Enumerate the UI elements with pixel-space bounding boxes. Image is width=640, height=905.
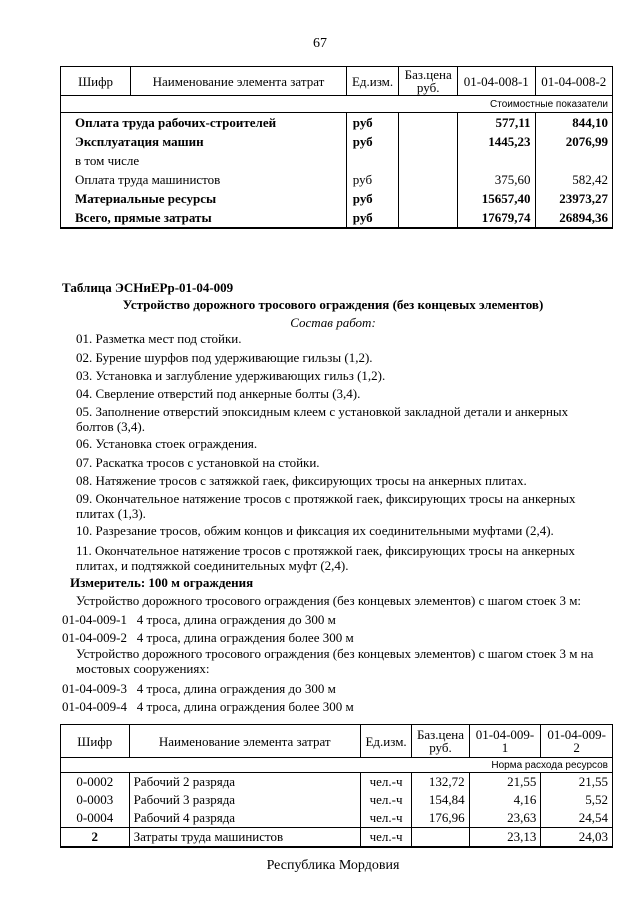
row-name: Затраты труда машинистов (129, 828, 360, 848)
row-value-1: 4,16 (469, 791, 541, 809)
header-price: Баз.цена руб. (412, 725, 469, 758)
code-line: 01-04-009-1 4 троса, длина ограждения до 300 м (62, 612, 336, 627)
table-row (61, 151, 613, 170)
row-value-2: 26894,36 (535, 208, 612, 228)
row-price (399, 132, 458, 151)
row-unit (346, 151, 399, 170)
header-code: Шифр (61, 67, 131, 96)
work-item: 07. Раскатка тросов с установкой на стойки. (76, 455, 320, 470)
header-unit: Ед.изм. (360, 725, 411, 758)
work-item: 03. Установка и заглубление удерживающих гильз (1,2). (76, 368, 386, 383)
row-value-1: 17679,74 (458, 208, 535, 228)
measure-unit: Измеритель: 100 м ограждения (70, 575, 254, 590)
header-name: Наименование элемента затрат (129, 725, 360, 758)
header-col2: 01-04-009-2 (541, 725, 613, 758)
header-col2: 01-04-008-2 (535, 67, 612, 96)
work-item: 05. Заполнение отверстий эпоксидным клеем с установкой закладной детали и анкерных болтов (3,4). (76, 404, 569, 434)
row-value-2 (535, 151, 612, 170)
row-value-2: 844,10 (535, 113, 612, 133)
row-code: 2 (61, 828, 130, 848)
row-name: в том числе (61, 151, 347, 170)
table-row (61, 113, 613, 133)
row-price: 176,96 (412, 809, 469, 828)
row-unit: руб (346, 208, 399, 228)
header-code: Шифр (61, 725, 130, 758)
cost-table (60, 66, 613, 229)
row-price (399, 189, 458, 208)
row-value-1: 23,13 (469, 828, 541, 848)
row-code: 0-0002 (61, 773, 130, 792)
row-value-2: 21,55 (541, 773, 613, 792)
row-unit: чел.-ч (360, 828, 411, 848)
table-subheader: Стоимостные показатели (61, 96, 613, 113)
row-price (412, 828, 469, 848)
page-footer: Республика Мордовия (266, 858, 400, 873)
header-unit: Ед.изм. (346, 67, 399, 96)
row-name: Материальные ресурсы (61, 189, 347, 208)
row-price (399, 170, 458, 189)
row-price (399, 208, 458, 228)
row-value-2: 24,54 (541, 809, 613, 828)
header-name: Наименование элемента затрат (131, 67, 347, 96)
row-unit: руб (346, 170, 399, 189)
row-value-1: 15657,40 (458, 189, 535, 208)
table-row (61, 828, 613, 848)
row-value-2: 23973,27 (535, 189, 612, 208)
row-name: Всего, прямые затраты (61, 208, 347, 228)
row-code: 0-0004 (61, 809, 130, 828)
row-name: Рабочий 3 разряда (129, 791, 360, 809)
row-unit: чел.-ч (360, 791, 411, 809)
work-item: 08. Натяжение тросов с затяжкой гаек, фиксирующих тросы на анкерных плитах. (76, 473, 527, 488)
code-line: 01-04-009-2 4 троса, длина ограждения более 300 м (62, 630, 354, 645)
header-price: Баз.цена руб. (399, 67, 458, 96)
table-title: Таблица ЭСНиЕРр-01-04-009 (62, 280, 234, 295)
row-value-1: 1445,23 (458, 132, 535, 151)
row-price: 132,72 (412, 773, 469, 792)
work-item: 11. Окончательное натяжение тросов с протяжкой гаек, фиксирующих тросы на анкерных плитах, и подтяжкой соединительных муфт (2,4). (76, 543, 575, 573)
code-line: 01-04-009-4 4 троса, длина ограждения более 300 м (62, 699, 354, 714)
row-name: Рабочий 2 разряда (129, 773, 360, 792)
table-row (61, 208, 613, 228)
work-item: 04. Сверление отверстий под анкерные болты (3,4). (76, 386, 361, 401)
row-unit: руб (346, 132, 399, 151)
row-name: Рабочий 4 разряда (129, 809, 360, 828)
row-name: Оплата труда рабочих-строителей (61, 113, 347, 133)
code-line: 01-04-009-3 4 троса, длина ограждения до 300 м (62, 681, 336, 696)
row-name: Эксплуатация машин (61, 132, 347, 151)
row-value-1: 375,60 (458, 170, 535, 189)
row-value-1: 21,55 (469, 773, 541, 792)
work-item: 01. Разметка мест под стойки. (76, 331, 242, 346)
row-price (399, 151, 458, 170)
header-col1: 01-04-008-1 (458, 67, 535, 96)
row-code: 0-0003 (61, 791, 130, 809)
row-unit: руб (346, 189, 399, 208)
row-value-2: 24,03 (541, 828, 613, 848)
row-price: 154,84 (412, 791, 469, 809)
page-number: 67 (313, 36, 327, 51)
row-value-2: 582,42 (535, 170, 612, 189)
table-subheader: Норма расхода ресурсов (61, 758, 613, 773)
resource-table (60, 724, 613, 848)
paragraph: Устройство дорожного тросового ограждения (без концевых элементов) с шагом стоек 3 м: (76, 593, 582, 608)
row-value-1: 577,11 (458, 113, 535, 133)
section-heading: Устройство дорожного тросового ограждения (без концевых элементов) (122, 297, 544, 312)
paragraph: Устройство дорожного тросового ограждения (без концевых элементов) с шагом стоек 3 м на мостовых сооружениях: (76, 646, 594, 676)
work-item: 02. Бурение шурфов под удерживающие гильзы (1,2). (76, 350, 373, 365)
table-row (61, 132, 613, 151)
row-price (399, 113, 458, 133)
row-value-1: 23,63 (469, 809, 541, 828)
row-value-2: 2076,99 (535, 132, 612, 151)
table-row (61, 170, 613, 189)
row-name: Оплата труда машинистов (61, 170, 347, 189)
row-value-1 (458, 151, 535, 170)
section-subheading: Состав работ: (290, 315, 376, 330)
header-col1: 01-04-009-1 (469, 725, 541, 758)
row-unit: руб (346, 113, 399, 133)
work-item: 10. Разрезание тросов, обжим концов и фиксация их соединительными муфтами (2,4). (76, 523, 554, 538)
row-unit: чел.-ч (360, 773, 411, 792)
table-row (61, 809, 613, 828)
table-row (61, 773, 613, 792)
work-item: 09. Окончательное натяжение тросов с протяжкой гаек, фиксирующих тросы на анкерных плитах (1,3). (76, 491, 576, 521)
row-value-2: 5,52 (541, 791, 613, 809)
table-row (61, 189, 613, 208)
table-row (61, 791, 613, 809)
row-unit: чел.-ч (360, 809, 411, 828)
work-item: 06. Установка стоек ограждения. (76, 436, 258, 451)
